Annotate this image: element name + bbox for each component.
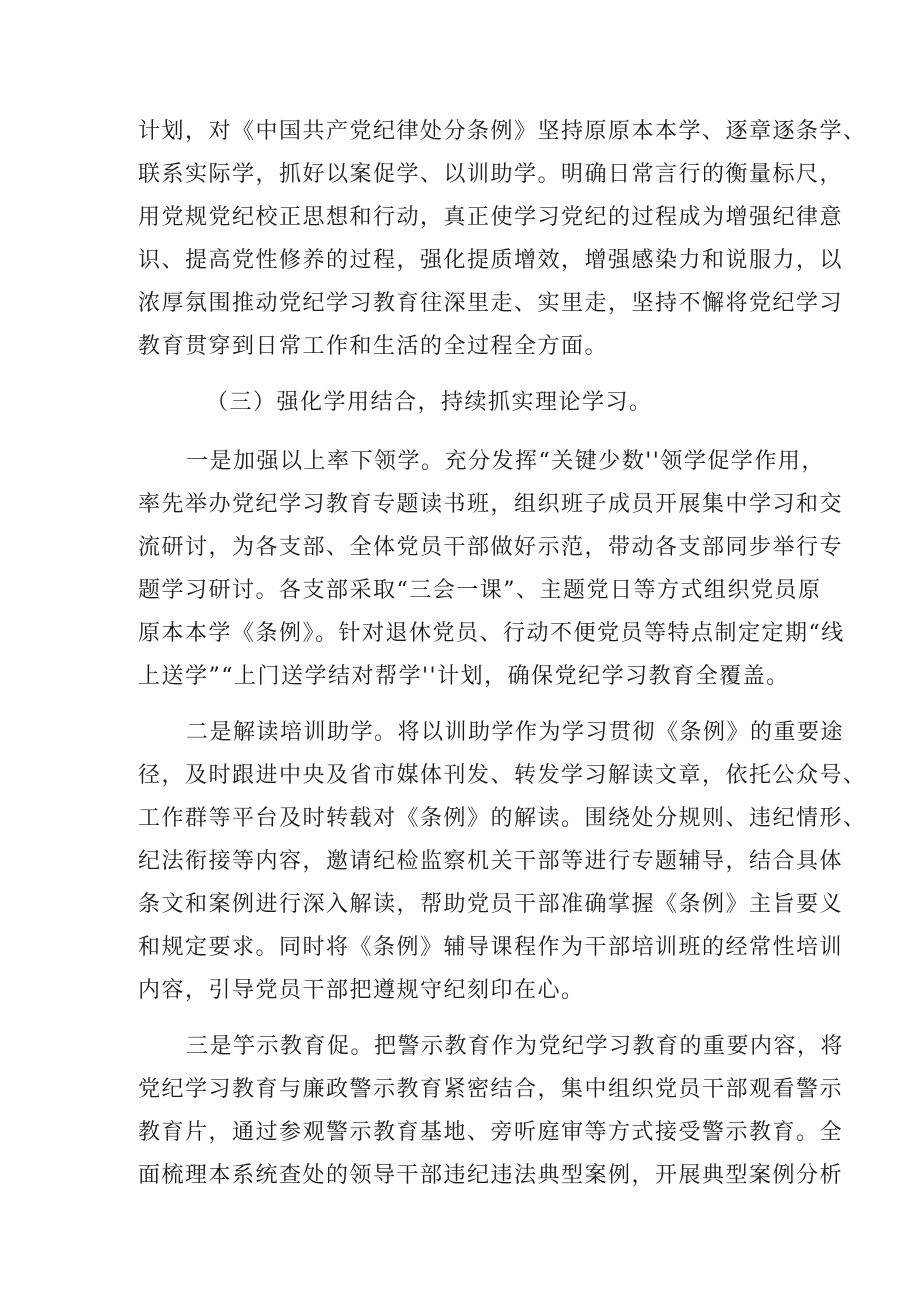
section-heading: （三）强化学用结合，持续抓实理论学习。: [206, 390, 653, 415]
text-line: 题学习研讨。各支部采取“三会一课”、主题党日等方式组织党员原: [138, 578, 822, 603]
text-line: 内容，引导党员干部把遵规守纪刻印在心。: [138, 978, 585, 1003]
text-line: 三是竽示教育促。把警示教育作为党纪学习教育的重要内容，将: [186, 1034, 845, 1059]
text-line: 用党规党纪校正思想和行动，真正使学习党纪的过程成为增强纪律意: [138, 205, 844, 230]
text-line: 一是加强以上率下领学。充分发挥“关键少数''领学促学作用，: [186, 449, 825, 474]
text-line: 识、提高党性修养的过程，强化提质增效，增强感染力和说服力，以: [138, 248, 844, 273]
text-line: 浓厚氛围推动党纪学习教育往深里走、实里走，坚持不懈将党纪学习: [138, 291, 844, 316]
text-line: 和规定要求。同时将《条例》辅导课程作为干部培训班的经常性培训: [138, 935, 844, 960]
text-line: 计划，对《中国共产党纪律处分条例》坚持原原本本学、逐章逐条学、: [138, 119, 867, 144]
text-line: 流研讨，为各支部、全体党员干部做好示范，带动各支部同步举行专: [138, 535, 844, 560]
text-line: 条文和案例进行深入解读，帮助党员干部准确掌握《条例》主旨要义: [138, 892, 844, 917]
text-line: 上送学”“上门送学结对帮学''计划，确保党纪学习教育全覆盖。: [138, 664, 790, 689]
text-line: 原本本学《条例》。针对退休党员、行动不便党员等特点制定定期“线: [138, 621, 845, 646]
text-line: 面梳理本系统查处的领导干部违纪违法典型案例，开展典型案例分析: [138, 1163, 844, 1188]
text-line: 联系实际学，抓好以案促学、以训助学。明确日常言行的衡量标尺，: [138, 162, 844, 187]
text-line: 纪法衔接等内容，邀请纪检监察机关干部等进行专题辅导，结合具体: [138, 849, 844, 874]
text-line: 径，及时跟进中央及省市媒体刊发、转发学习解读文章，依托公众号、: [138, 763, 867, 788]
text-line: 党纪学习教育与廉政警示教育紧密结合，集中组织党员干部观看警示: [138, 1077, 844, 1102]
text-line: 教育贯穿到日常工作和生活的全过程全方面。: [138, 334, 609, 359]
text-line: 二是解读培训助学。将以训助学作为学习贯彻《条例》的重要途: [186, 720, 845, 745]
text-line: 教育片，通过参观警示教育基地、旁听庭审等方式接受警示教育。全: [138, 1120, 844, 1145]
text-line: 工作群等平台及时转载对《条例》的解读。围绕处分规则、违纪情形、: [138, 806, 867, 831]
text-line: 率先举办党纪学习教育专题读书班，组织班子成员开展集中学习和交: [138, 492, 844, 517]
